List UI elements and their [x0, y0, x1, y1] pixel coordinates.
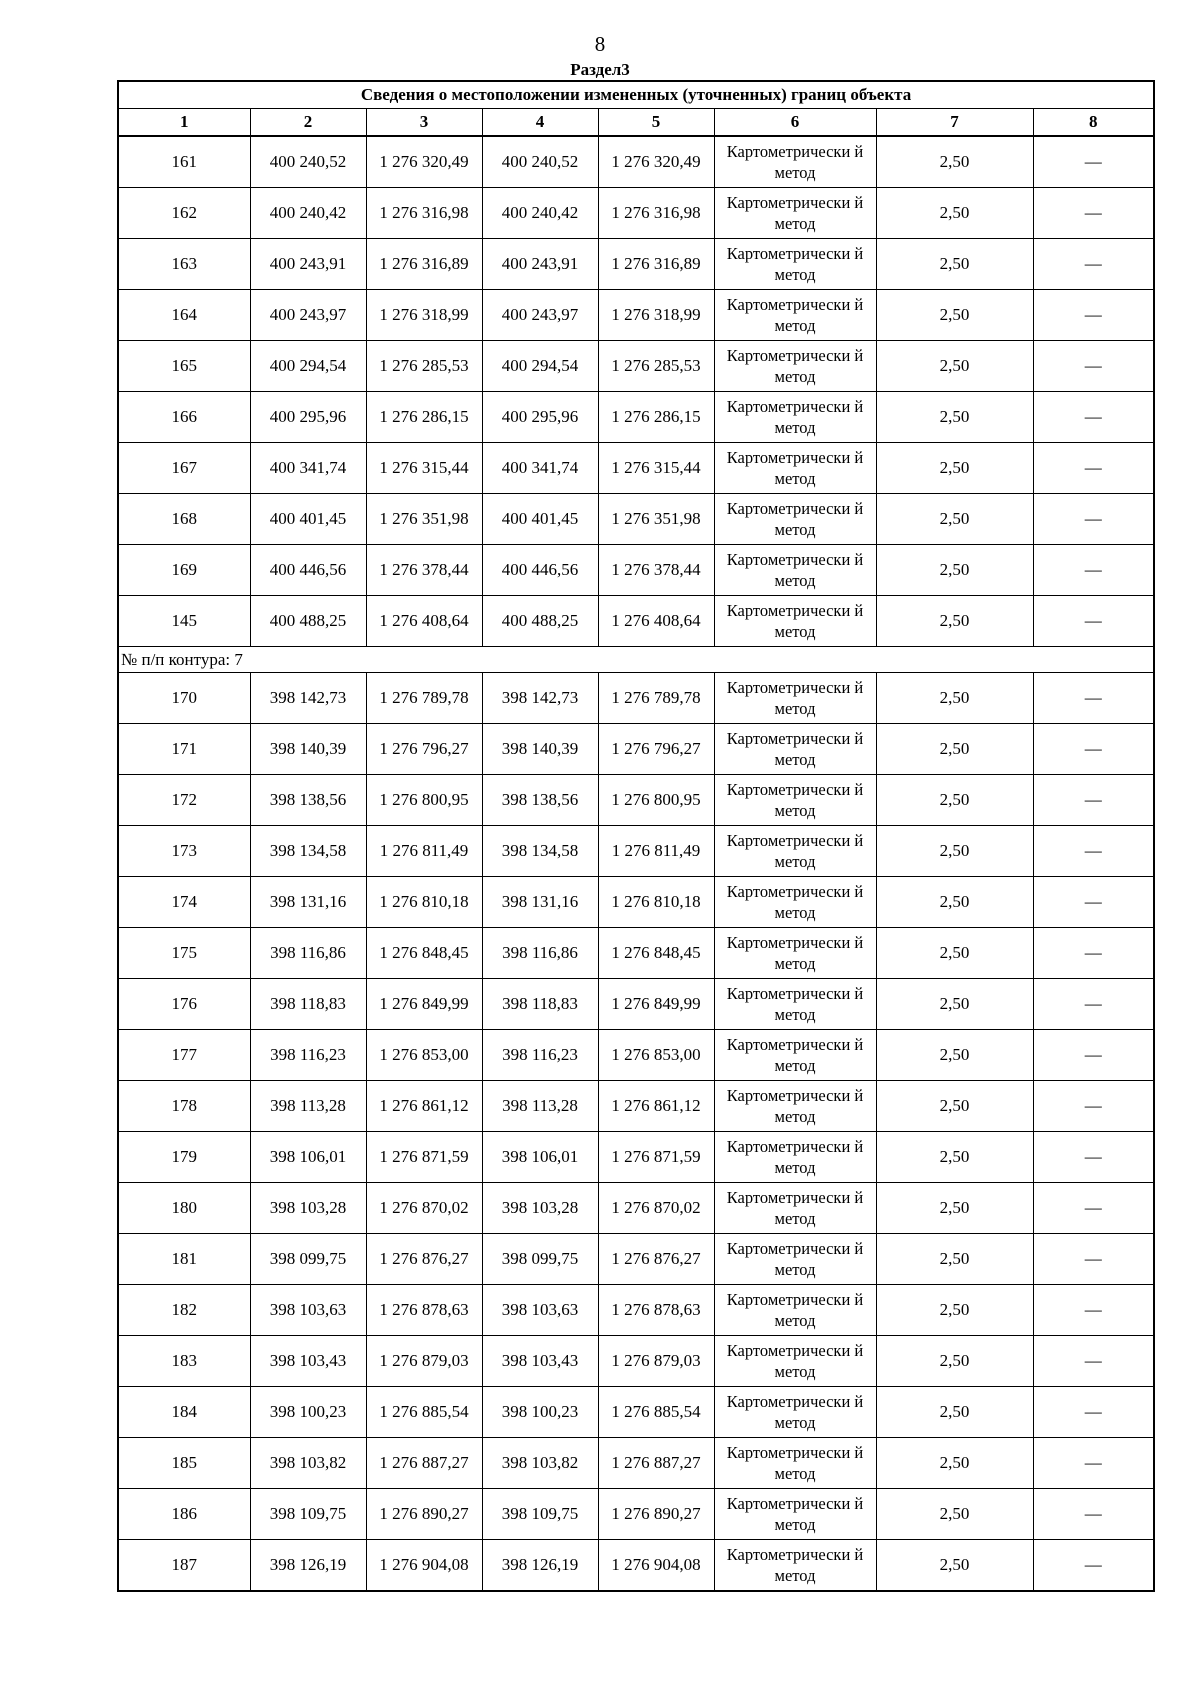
- point-number-cell: 168: [118, 494, 250, 545]
- new-y-coordinate-cell: 1 276 890,27: [598, 1489, 714, 1540]
- old-x-coordinate-cell: 398 134,58: [250, 826, 366, 877]
- new-x-coordinate-cell: 398 140,39: [482, 724, 598, 775]
- old-x-coordinate-cell: 398 126,19: [250, 1540, 366, 1592]
- old-x-coordinate-cell: 400 240,42: [250, 188, 366, 239]
- new-x-coordinate-cell: 398 103,43: [482, 1336, 598, 1387]
- new-x-coordinate-cell: 398 103,28: [482, 1183, 598, 1234]
- accuracy-value-cell: 2,50: [876, 877, 1033, 928]
- point-description-cell: —: [1033, 188, 1154, 239]
- determination-method-cell: Картометрически й метод: [714, 1540, 876, 1592]
- accuracy-value-cell: 2,50: [876, 1234, 1033, 1285]
- determination-method-cell: Картометрически й метод: [714, 1132, 876, 1183]
- new-x-coordinate-cell: 400 401,45: [482, 494, 598, 545]
- old-x-coordinate-cell: 400 243,97: [250, 290, 366, 341]
- determination-method-cell: Картометрически й метод: [714, 673, 876, 724]
- old-x-coordinate-cell: 398 103,28: [250, 1183, 366, 1234]
- point-description-cell: —: [1033, 443, 1154, 494]
- table-row: [118, 1285, 1154, 1336]
- new-y-coordinate-cell: 1 276 904,08: [598, 1540, 714, 1592]
- accuracy-value-cell: 2,50: [876, 239, 1033, 290]
- column-header: 6: [714, 109, 876, 137]
- accuracy-value-cell: 2,50: [876, 341, 1033, 392]
- new-x-coordinate-cell: 400 240,42: [482, 188, 598, 239]
- old-y-coordinate-cell: 1 276 885,54: [366, 1387, 482, 1438]
- section-title: Раздел3: [570, 60, 630, 79]
- old-y-coordinate-cell: 1 276 316,89: [366, 239, 482, 290]
- new-y-coordinate-cell: 1 276 870,02: [598, 1183, 714, 1234]
- determination-method-cell: Картометрически й метод: [714, 1234, 876, 1285]
- accuracy-value-cell: 2,50: [876, 1336, 1033, 1387]
- old-y-coordinate-cell: 1 276 318,99: [366, 290, 482, 341]
- point-description-cell: —: [1033, 826, 1154, 877]
- determination-method-cell: Картометрически й метод: [714, 341, 876, 392]
- table-row: [118, 1183, 1154, 1234]
- column-header: 3: [366, 109, 482, 137]
- determination-method-cell: Картометрически й метод: [714, 494, 876, 545]
- old-x-coordinate-cell: 398 138,56: [250, 775, 366, 826]
- old-y-coordinate-cell: 1 276 811,49: [366, 826, 482, 877]
- point-number-cell: 165: [118, 341, 250, 392]
- new-x-coordinate-cell: 398 134,58: [482, 826, 598, 877]
- point-description-cell: —: [1033, 341, 1154, 392]
- table-row: [118, 1489, 1154, 1540]
- new-y-coordinate-cell: 1 276 286,15: [598, 392, 714, 443]
- new-y-coordinate-cell: 1 276 800,95: [598, 775, 714, 826]
- new-x-coordinate-cell: 398 103,63: [482, 1285, 598, 1336]
- table-row: [118, 443, 1154, 494]
- point-description-cell: —: [1033, 290, 1154, 341]
- new-y-coordinate-cell: 1 276 876,27: [598, 1234, 714, 1285]
- determination-method-cell: Картометрически й метод: [714, 724, 876, 775]
- old-y-coordinate-cell: 1 276 789,78: [366, 673, 482, 724]
- table-row: [118, 1234, 1154, 1285]
- new-x-coordinate-cell: 398 106,01: [482, 1132, 598, 1183]
- new-x-coordinate-cell: 400 295,96: [482, 392, 598, 443]
- table-row: [118, 188, 1154, 239]
- table-row: [118, 136, 1154, 188]
- new-x-coordinate-cell: 400 341,74: [482, 443, 598, 494]
- point-description-cell: —: [1033, 136, 1154, 188]
- table-row: [118, 1540, 1154, 1592]
- column-header: 7: [876, 109, 1033, 137]
- table-body: [118, 81, 1154, 1591]
- new-x-coordinate-cell: 400 243,91: [482, 239, 598, 290]
- point-number-cell: 182: [118, 1285, 250, 1336]
- new-x-coordinate-cell: 398 100,23: [482, 1387, 598, 1438]
- new-y-coordinate-cell: 1 276 885,54: [598, 1387, 714, 1438]
- old-y-coordinate-cell: 1 276 351,98: [366, 494, 482, 545]
- table-row: [118, 775, 1154, 826]
- point-number-cell: 175: [118, 928, 250, 979]
- column-header-row: [118, 109, 1154, 137]
- point-number-cell: 185: [118, 1438, 250, 1489]
- point-number-cell: 169: [118, 545, 250, 596]
- old-x-coordinate-cell: 400 488,25: [250, 596, 366, 647]
- determination-method-cell: Картометрически й метод: [714, 1285, 876, 1336]
- point-number-cell: 171: [118, 724, 250, 775]
- point-number-cell: 173: [118, 826, 250, 877]
- old-x-coordinate-cell: 398 099,75: [250, 1234, 366, 1285]
- old-y-coordinate-cell: 1 276 871,59: [366, 1132, 482, 1183]
- column-header: 8: [1033, 109, 1154, 137]
- new-y-coordinate-cell: 1 276 811,49: [598, 826, 714, 877]
- determination-method-cell: Картометрически й метод: [714, 443, 876, 494]
- new-y-coordinate-cell: 1 276 853,00: [598, 1030, 714, 1081]
- table-row: [118, 724, 1154, 775]
- table-row: [118, 494, 1154, 545]
- point-number-cell: 181: [118, 1234, 250, 1285]
- point-description-cell: —: [1033, 979, 1154, 1030]
- determination-method-cell: Картометрически й метод: [714, 775, 876, 826]
- old-x-coordinate-cell: 398 103,43: [250, 1336, 366, 1387]
- old-y-coordinate-cell: 1 276 887,27: [366, 1438, 482, 1489]
- new-x-coordinate-cell: 400 488,25: [482, 596, 598, 647]
- new-y-coordinate-cell: 1 276 285,53: [598, 341, 714, 392]
- point-number-cell: 163: [118, 239, 250, 290]
- point-number-cell: 178: [118, 1081, 250, 1132]
- new-x-coordinate-cell: 398 131,16: [482, 877, 598, 928]
- point-number-cell: 145: [118, 596, 250, 647]
- point-description-cell: —: [1033, 877, 1154, 928]
- old-x-coordinate-cell: 398 142,73: [250, 673, 366, 724]
- table-caption-row: [118, 81, 1154, 109]
- old-x-coordinate-cell: 398 140,39: [250, 724, 366, 775]
- point-description-cell: —: [1033, 1183, 1154, 1234]
- table-row: [118, 1387, 1154, 1438]
- old-x-coordinate-cell: 398 100,23: [250, 1387, 366, 1438]
- accuracy-value-cell: 2,50: [876, 1183, 1033, 1234]
- table-caption: Сведения о местоположении измененных (уточненных) границ объекта: [118, 81, 1154, 109]
- point-description-cell: —: [1033, 1030, 1154, 1081]
- accuracy-value-cell: 2,50: [876, 443, 1033, 494]
- point-number-cell: 187: [118, 1540, 250, 1592]
- table-row: [118, 826, 1154, 877]
- point-number-cell: 167: [118, 443, 250, 494]
- new-y-coordinate-cell: 1 276 408,64: [598, 596, 714, 647]
- point-description-cell: —: [1033, 673, 1154, 724]
- determination-method-cell: Картометрически й метод: [714, 239, 876, 290]
- new-y-coordinate-cell: 1 276 848,45: [598, 928, 714, 979]
- point-description-cell: —: [1033, 1081, 1154, 1132]
- new-y-coordinate-cell: 1 276 316,98: [598, 188, 714, 239]
- accuracy-value-cell: 2,50: [876, 826, 1033, 877]
- old-x-coordinate-cell: 400 401,45: [250, 494, 366, 545]
- column-header: 2: [250, 109, 366, 137]
- point-description-cell: —: [1033, 1540, 1154, 1592]
- point-description-cell: —: [1033, 392, 1154, 443]
- point-description-cell: —: [1033, 1438, 1154, 1489]
- new-y-coordinate-cell: 1 276 320,49: [598, 136, 714, 188]
- accuracy-value-cell: 2,50: [876, 1489, 1033, 1540]
- old-x-coordinate-cell: 398 131,16: [250, 877, 366, 928]
- old-y-coordinate-cell: 1 276 378,44: [366, 545, 482, 596]
- accuracy-value-cell: 2,50: [876, 494, 1033, 545]
- point-number-cell: 184: [118, 1387, 250, 1438]
- old-x-coordinate-cell: 398 109,75: [250, 1489, 366, 1540]
- determination-method-cell: Картометрически й метод: [714, 136, 876, 188]
- accuracy-value-cell: 2,50: [876, 392, 1033, 443]
- point-number-cell: 174: [118, 877, 250, 928]
- old-x-coordinate-cell: 400 446,56: [250, 545, 366, 596]
- table-row: [118, 1132, 1154, 1183]
- old-x-coordinate-cell: 398 118,83: [250, 979, 366, 1030]
- new-x-coordinate-cell: 398 099,75: [482, 1234, 598, 1285]
- table-row: [118, 341, 1154, 392]
- new-x-coordinate-cell: 398 138,56: [482, 775, 598, 826]
- accuracy-value-cell: 2,50: [876, 724, 1033, 775]
- table-row: [118, 239, 1154, 290]
- old-y-coordinate-cell: 1 276 849,99: [366, 979, 482, 1030]
- old-y-coordinate-cell: 1 276 796,27: [366, 724, 482, 775]
- table-row: [118, 928, 1154, 979]
- point-description-cell: —: [1033, 1387, 1154, 1438]
- new-y-coordinate-cell: 1 276 351,98: [598, 494, 714, 545]
- old-x-coordinate-cell: 398 103,63: [250, 1285, 366, 1336]
- old-x-coordinate-cell: 398 116,86: [250, 928, 366, 979]
- old-y-coordinate-cell: 1 276 408,64: [366, 596, 482, 647]
- new-x-coordinate-cell: 398 126,19: [482, 1540, 598, 1592]
- table-row: [118, 979, 1154, 1030]
- table-row: [118, 1030, 1154, 1081]
- old-y-coordinate-cell: 1 276 853,00: [366, 1030, 482, 1081]
- old-y-coordinate-cell: 1 276 800,95: [366, 775, 482, 826]
- new-x-coordinate-cell: 398 142,73: [482, 673, 598, 724]
- new-y-coordinate-cell: 1 276 810,18: [598, 877, 714, 928]
- page-number: 8: [594, 32, 606, 56]
- point-description-cell: —: [1033, 1285, 1154, 1336]
- old-y-coordinate-cell: 1 276 848,45: [366, 928, 482, 979]
- accuracy-value-cell: 2,50: [876, 1081, 1033, 1132]
- table-row: [118, 1081, 1154, 1132]
- accuracy-value-cell: 2,50: [876, 775, 1033, 826]
- determination-method-cell: Картометрически й метод: [714, 1438, 876, 1489]
- new-x-coordinate-cell: 398 116,23: [482, 1030, 598, 1081]
- point-description-cell: —: [1033, 1336, 1154, 1387]
- contour-separator-row: [118, 647, 1154, 673]
- new-y-coordinate-cell: 1 276 879,03: [598, 1336, 714, 1387]
- old-y-coordinate-cell: 1 276 876,27: [366, 1234, 482, 1285]
- old-x-coordinate-cell: 400 294,54: [250, 341, 366, 392]
- point-number-cell: 162: [118, 188, 250, 239]
- old-y-coordinate-cell: 1 276 890,27: [366, 1489, 482, 1540]
- old-x-coordinate-cell: 400 295,96: [250, 392, 366, 443]
- old-y-coordinate-cell: 1 276 904,08: [366, 1540, 482, 1592]
- new-x-coordinate-cell: 398 113,28: [482, 1081, 598, 1132]
- point-description-cell: —: [1033, 724, 1154, 775]
- table-row: [118, 290, 1154, 341]
- point-number-cell: 166: [118, 392, 250, 443]
- point-number-cell: 176: [118, 979, 250, 1030]
- determination-method-cell: Картометрически й метод: [714, 545, 876, 596]
- old-y-coordinate-cell: 1 276 810,18: [366, 877, 482, 928]
- new-y-coordinate-cell: 1 276 861,12: [598, 1081, 714, 1132]
- column-header: 1: [118, 109, 250, 137]
- accuracy-value-cell: 2,50: [876, 979, 1033, 1030]
- determination-method-cell: Картометрически й метод: [714, 877, 876, 928]
- old-y-coordinate-cell: 1 276 861,12: [366, 1081, 482, 1132]
- point-number-cell: 164: [118, 290, 250, 341]
- accuracy-value-cell: 2,50: [876, 1285, 1033, 1336]
- accuracy-value-cell: 2,50: [876, 188, 1033, 239]
- point-description-cell: —: [1033, 1489, 1154, 1540]
- accuracy-value-cell: 2,50: [876, 136, 1033, 188]
- determination-method-cell: Картометрически й метод: [714, 1387, 876, 1438]
- table-row: [118, 673, 1154, 724]
- old-x-coordinate-cell: 398 116,23: [250, 1030, 366, 1081]
- accuracy-value-cell: 2,50: [876, 673, 1033, 724]
- new-x-coordinate-cell: 398 116,86: [482, 928, 598, 979]
- new-y-coordinate-cell: 1 276 316,89: [598, 239, 714, 290]
- determination-method-cell: Картометрически й метод: [714, 1030, 876, 1081]
- point-description-cell: —: [1033, 1132, 1154, 1183]
- accuracy-value-cell: 2,50: [876, 1540, 1033, 1592]
- old-x-coordinate-cell: 400 341,74: [250, 443, 366, 494]
- new-y-coordinate-cell: 1 276 796,27: [598, 724, 714, 775]
- table-row: [118, 877, 1154, 928]
- new-x-coordinate-cell: 400 243,97: [482, 290, 598, 341]
- new-y-coordinate-cell: 1 276 318,99: [598, 290, 714, 341]
- new-x-coordinate-cell: 398 118,83: [482, 979, 598, 1030]
- new-x-coordinate-cell: 400 240,52: [482, 136, 598, 188]
- accuracy-value-cell: 2,50: [876, 1132, 1033, 1183]
- new-y-coordinate-cell: 1 276 887,27: [598, 1438, 714, 1489]
- point-description-cell: —: [1033, 1234, 1154, 1285]
- accuracy-value-cell: 2,50: [876, 1438, 1033, 1489]
- old-y-coordinate-cell: 1 276 878,63: [366, 1285, 482, 1336]
- point-description-cell: —: [1033, 775, 1154, 826]
- accuracy-value-cell: 2,50: [876, 596, 1033, 647]
- point-number-cell: 179: [118, 1132, 250, 1183]
- determination-method-cell: Картометрически й метод: [714, 392, 876, 443]
- old-x-coordinate-cell: 400 243,91: [250, 239, 366, 290]
- point-number-cell: 170: [118, 673, 250, 724]
- contour-label: № п/п контура: 7: [118, 647, 1154, 673]
- accuracy-value-cell: 2,50: [876, 545, 1033, 596]
- accuracy-value-cell: 2,50: [876, 1387, 1033, 1438]
- table-row: [118, 392, 1154, 443]
- old-x-coordinate-cell: 398 113,28: [250, 1081, 366, 1132]
- determination-method-cell: Картометрически й метод: [714, 979, 876, 1030]
- old-x-coordinate-cell: 398 106,01: [250, 1132, 366, 1183]
- determination-method-cell: Картометрически й метод: [714, 1081, 876, 1132]
- determination-method-cell: Картометрически й метод: [714, 596, 876, 647]
- point-number-cell: 180: [118, 1183, 250, 1234]
- boundary-coordinates-table: [117, 80, 1155, 1592]
- accuracy-value-cell: 2,50: [876, 1030, 1033, 1081]
- accuracy-value-cell: 2,50: [876, 290, 1033, 341]
- new-x-coordinate-cell: 398 103,82: [482, 1438, 598, 1489]
- point-description-cell: —: [1033, 928, 1154, 979]
- old-y-coordinate-cell: 1 276 320,49: [366, 136, 482, 188]
- point-description-cell: —: [1033, 596, 1154, 647]
- old-y-coordinate-cell: 1 276 870,02: [366, 1183, 482, 1234]
- old-x-coordinate-cell: 400 240,52: [250, 136, 366, 188]
- point-number-cell: 177: [118, 1030, 250, 1081]
- table-row: [118, 545, 1154, 596]
- new-y-coordinate-cell: 1 276 378,44: [598, 545, 714, 596]
- old-y-coordinate-cell: 1 276 285,53: [366, 341, 482, 392]
- old-x-coordinate-cell: 398 103,82: [250, 1438, 366, 1489]
- point-number-cell: 183: [118, 1336, 250, 1387]
- column-header: 4: [482, 109, 598, 137]
- table-row: [118, 596, 1154, 647]
- new-y-coordinate-cell: 1 276 789,78: [598, 673, 714, 724]
- determination-method-cell: Картометрически й метод: [714, 826, 876, 877]
- point-description-cell: —: [1033, 239, 1154, 290]
- point-number-cell: 161: [118, 136, 250, 188]
- new-y-coordinate-cell: 1 276 315,44: [598, 443, 714, 494]
- point-description-cell: —: [1033, 545, 1154, 596]
- new-x-coordinate-cell: 400 446,56: [482, 545, 598, 596]
- table-row: [118, 1336, 1154, 1387]
- accuracy-value-cell: 2,50: [876, 928, 1033, 979]
- new-y-coordinate-cell: 1 276 871,59: [598, 1132, 714, 1183]
- point-number-cell: 172: [118, 775, 250, 826]
- point-number-cell: 186: [118, 1489, 250, 1540]
- old-y-coordinate-cell: 1 276 315,44: [366, 443, 482, 494]
- table-row: [118, 1438, 1154, 1489]
- determination-method-cell: Картометрически й метод: [714, 188, 876, 239]
- new-y-coordinate-cell: 1 276 849,99: [598, 979, 714, 1030]
- determination-method-cell: Картометрически й метод: [714, 290, 876, 341]
- determination-method-cell: Картометрически й метод: [714, 1489, 876, 1540]
- point-description-cell: —: [1033, 494, 1154, 545]
- new-x-coordinate-cell: 400 294,54: [482, 341, 598, 392]
- new-y-coordinate-cell: 1 276 878,63: [598, 1285, 714, 1336]
- determination-method-cell: Картометрически й метод: [714, 1336, 876, 1387]
- column-header: 5: [598, 109, 714, 137]
- old-y-coordinate-cell: 1 276 286,15: [366, 392, 482, 443]
- old-y-coordinate-cell: 1 276 316,98: [366, 188, 482, 239]
- determination-method-cell: Картометрически й метод: [714, 1183, 876, 1234]
- determination-method-cell: Картометрически й метод: [714, 928, 876, 979]
- old-y-coordinate-cell: 1 276 879,03: [366, 1336, 482, 1387]
- new-x-coordinate-cell: 398 109,75: [482, 1489, 598, 1540]
